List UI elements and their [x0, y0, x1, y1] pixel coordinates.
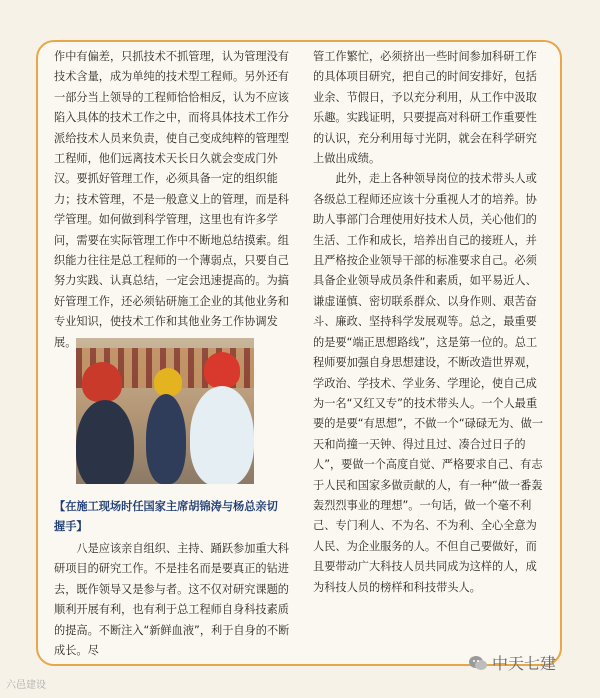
right-column	[313, 47, 546, 598]
left-column	[54, 47, 291, 353]
wechat-icon	[468, 655, 488, 671]
left-bottom-column	[54, 539, 291, 661]
watermark-left: 六邑建设	[6, 680, 46, 691]
left-bottom-paragraph: 八是应该亲自组织、主持、踊跃参加重大科研项目的研究工作。不是挂名而是要真正的钻进去，既作领导又是参与者。这不仅对研究课题的顺利开展有利，也有利于总工程师自身科技素质的提高。不断注入“新鲜血液”，利于自身的不断成长。尽	[54, 542, 290, 658]
photo-handshake	[76, 338, 254, 484]
person-right	[204, 352, 240, 388]
left-paragraph: 作中有偏差，只抓技术不抓管理，认为管理没有技术含量，成为单纯的技术型工程师。另外还有一部分当上领导的工程师恰恰相反，认为不应该陷入具体的技术工作之中，而将具体技术工作分派给技术人员来负责，使自己变成纯粹的管理型工程师，他们远离技术天长日久就会变成门外汉。要抓好管理工作，必须具备一定的组织能力；技术管理，不是一般意义上的管理，而是科学管理。如何做到科学管理，这里也有许多学问，需要在实际管理工作中不断地总结摸索。组织能力往往是总工程师的一个薄弱点，只要自己努力实践、认真总结，一定会迅速提高的。为搞好管理工作，还必须钻研施工企业的其他业务和专业知识，使技术工作和其他业务工作协调发展。	[54, 50, 289, 349]
person-right-body	[190, 386, 254, 484]
person-center	[154, 368, 182, 396]
person-center-body	[146, 394, 186, 484]
right-paragraph-1: 管工作繁忙，必须挤出一些时间参加科研工作的具体项目研究，把自己的时间安排好，包括业余、节假日，予以充分利用，从工作中汲取乐趣。实践证明，只要提高对科研工作重要性的认识，充分利用每寸光阴，就会在科学研究上做出成绩。	[313, 50, 537, 166]
person-left	[82, 362, 122, 402]
right-paragraph-2: 此外，走上各种领导岗位的技术带头人或各级总工程师还应该十分重视人才的培养。协助人事部门合理使用好技术人员，关心他们的生活、工作和成长，培养出自己的接班人，并且严格按企业领导干部的标准要求自己。必须具备企业领导成员条件和素质，如平易近人、谦虚谨慎、密切联系群众、以身作则、艰苦奋斗、廉政、坚持科学发展观等。总之，最重要的是要“端正思想路线”，这是第一位的。总工程师要加强自身思想建设，不断改造世界观，学政治、学技术、学业务、学理论，使自己成为一名“又红又专”的技术带头人。一个人最重要的是要“有思想”，不做一个“碌碌无为、做一天和尚撞一天钟、得过且过、凑合过日子的人”，要做一个高度自觉、严格要求自己、有志于人民和国家多做贡献的人，有一种“做一番轰轰烈烈事业的理想”。一句话，做一个毫不利己、专门利人、不为名、不为利、全心全意为人民、为企业服务的人。不但自己要做好，而且要带动广大科技人员共同成为这样的人，成为科技人员的榜样和科技带头人。	[313, 172, 543, 594]
wechat-label: 中天七建	[492, 654, 557, 673]
person-left-body	[76, 400, 134, 484]
photo-caption: 【在施工现场时任国家主席胡锦涛与杨总亲切握手】	[54, 500, 278, 533]
wechat-brand	[468, 651, 556, 674]
